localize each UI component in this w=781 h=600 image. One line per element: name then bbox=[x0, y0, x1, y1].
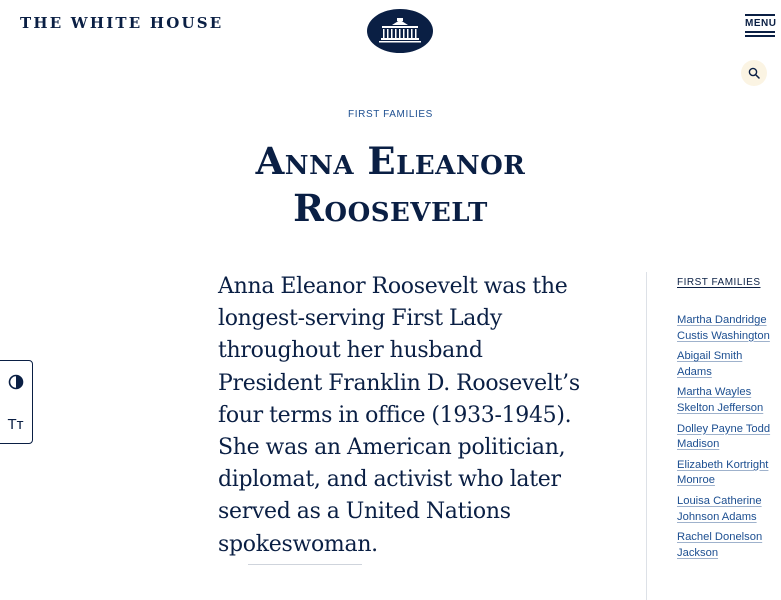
sidebar-link[interactable]: Abigail Smith Adams bbox=[677, 350, 743, 378]
text-size-icon: Tт bbox=[7, 415, 24, 433]
list-item bbox=[677, 385, 777, 416]
list-item bbox=[677, 422, 777, 453]
sidebar-link[interactable]: Martha Wayles Skelton Jefferson bbox=[677, 386, 764, 414]
first-families-list bbox=[677, 313, 777, 566]
list-item bbox=[677, 530, 777, 561]
contrast-icon bbox=[8, 374, 24, 390]
white-house-seal-logo[interactable] bbox=[367, 9, 433, 53]
page-title-line-2: Roosevelt bbox=[293, 186, 488, 230]
page-title-line-1: Anna Eleanor bbox=[255, 139, 526, 183]
content-divider bbox=[248, 564, 362, 565]
search-button[interactable] bbox=[741, 60, 767, 86]
sidebar-link[interactable]: Elizabeth Kortright Monroe bbox=[677, 458, 769, 487]
menu-bar-bottom bbox=[745, 35, 775, 37]
list-item bbox=[677, 494, 777, 525]
contrast-toggle-button[interactable] bbox=[0, 367, 32, 397]
menu-bar-top bbox=[745, 14, 775, 16]
sidebar-heading-first-families[interactable]: FIRST FAMILIES bbox=[677, 277, 761, 288]
article-intro: Anna Eleanor Roosevelt was the longest-serving First Lady throughout her husband President Franklin D. Roosevelt’s four terms in office (1933-1945). She was an American politician, diplomat, and activist who later served as a United Nations spokeswoman. bbox=[218, 274, 580, 557]
sidebar-divider bbox=[646, 272, 647, 600]
white-house-building-icon bbox=[378, 17, 422, 45]
menu-label: MENU bbox=[745, 18, 777, 29]
list-item bbox=[677, 458, 777, 489]
sidebar-link[interactable]: Martha Dandridge Custis Washington bbox=[677, 314, 770, 342]
sidebar-link[interactable]: Rachel Donelson Jackson bbox=[677, 531, 763, 559]
site-title-link[interactable]: THE WHITE HOUSE bbox=[20, 14, 224, 32]
text-size-button[interactable] bbox=[0, 409, 32, 439]
menu-bar-mid bbox=[745, 31, 775, 33]
article-eyebrow: FIRST FAMILIES bbox=[348, 109, 433, 120]
menu-button[interactable] bbox=[745, 12, 775, 39]
sidebar-link[interactable]: Dolley Payne Todd Madison bbox=[677, 422, 771, 451]
accessibility-toolbar bbox=[0, 360, 33, 444]
search-icon bbox=[748, 67, 760, 79]
sidebar-link[interactable]: Louisa Catherine Johnson Adams bbox=[677, 494, 762, 523]
page-title bbox=[0, 138, 781, 232]
list-item bbox=[677, 313, 777, 344]
list-item bbox=[677, 349, 777, 380]
